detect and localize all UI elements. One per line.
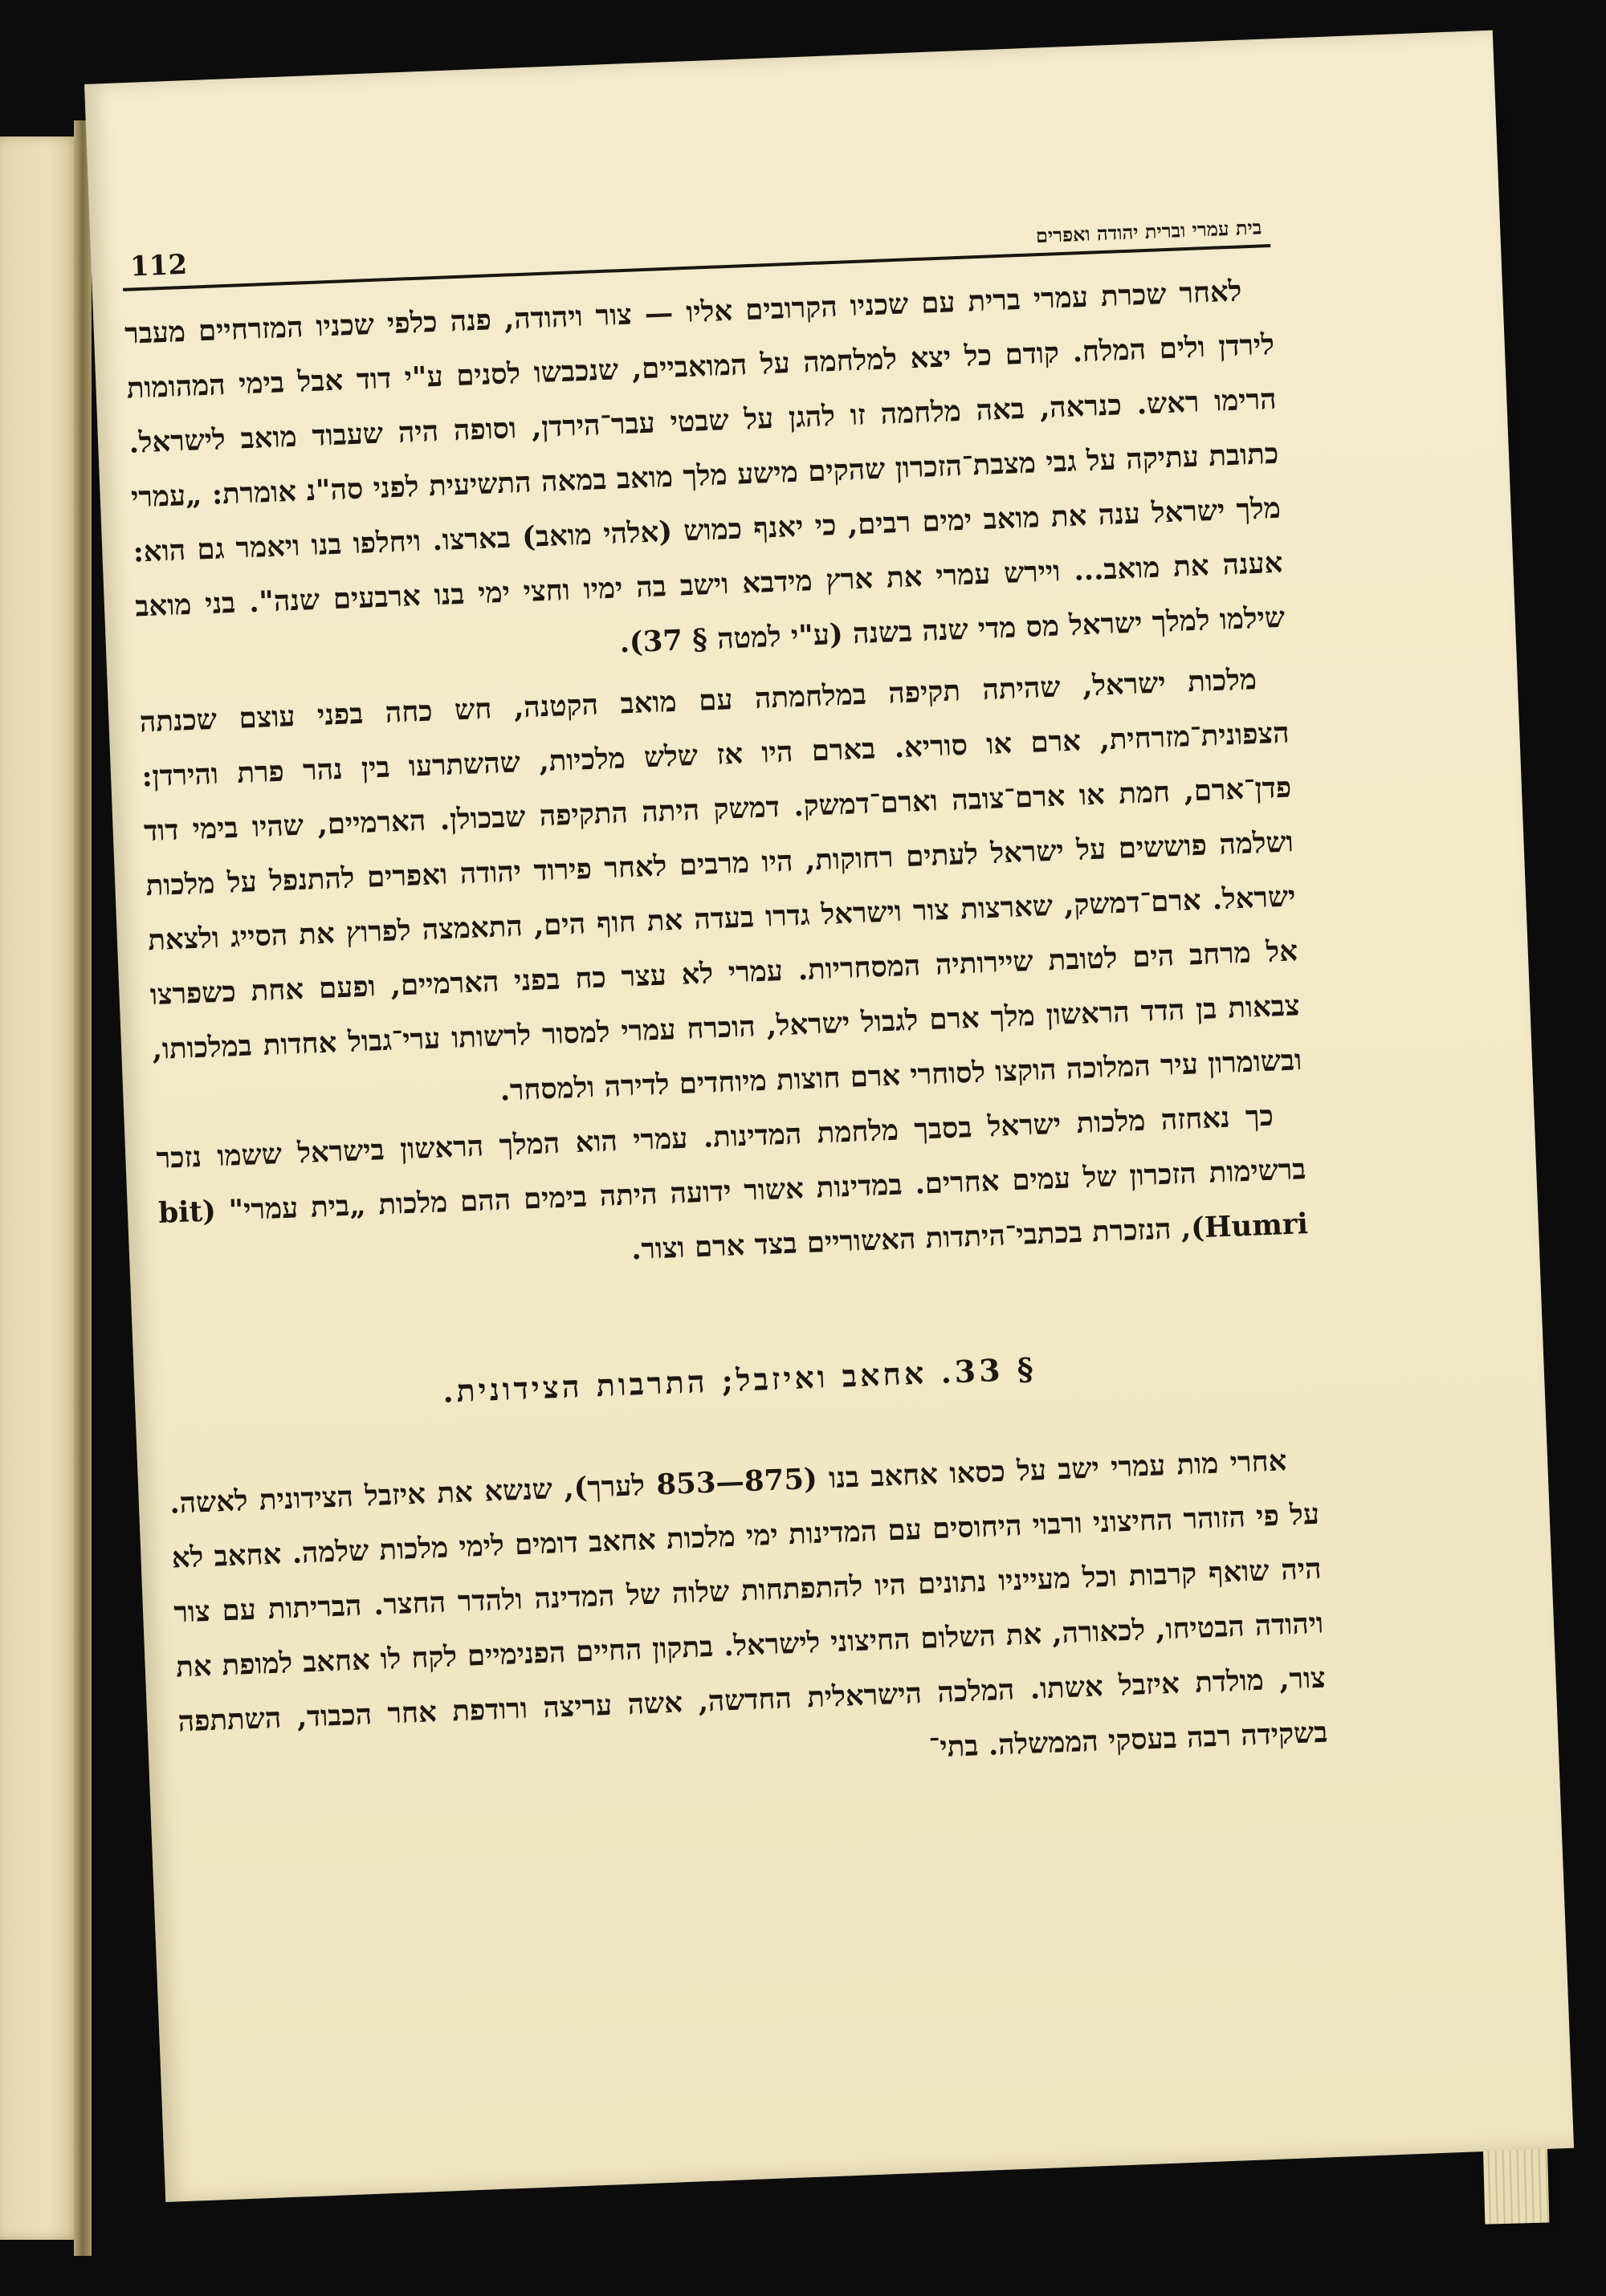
text-block (121, 201, 1329, 1804)
running-title: בית עמרי וברית יהודה ואפרים (1035, 215, 1262, 248)
section-heading: § 33. אחאב ואיזבל; התרבות הצידונית. (442, 1350, 1037, 1410)
left-facing-page (0, 136, 79, 2240)
paragraph: מלכות ישראל, שהיתה תקיפה במלחמתה עם מואב הקטנה, חש כחה בפני עוצם שכנתה הצפונית־מזרחית, ארם או סוריא. בארם היו אז שלש מלכיות, שהשתרעו בין נהר פרת והירדן: פדן־ארם, חמת או ארם־צובה וארם־דמשק. דמשק היתה התקיפה שבכולן. הארמיים, שהיו בימי דוד ושלמה פוששים על ישראל לעתים רחוקות, היו מרבים לאחר פירוד יהודה ואפרים להתנפל על מלכות ישראל. ארם־דמשק, שארצות צור וישראל גדרו בעדה את חוף הים, התאמצה לפרוץ את הסייג ולצאת אל מרחב הים לטובת שיירותיה המסחריות. עמרי לא עצר כח בפני הארמיים, ופעם אחת כשפרצו צבאות בן הדד הראשון מלך ארם לגבול ישראל, הוכרח עמרי למסור לרשותו ערי־גבול אחדות במלכותו, ובשומרון עיר המלוכה הוקצו לסוחרי ארם חוצות מיוחדים לדירה ולמסחר. (139, 663, 1302, 1108)
paragraph: אחרי מות עמרי ישב על כסאו אחאב בנו (875—853 לערך), שנשא את איזבל הצידונית לאשה. על פי הזוהר החיצוני ורבוי היחוסים עם המדינות ימי מלכות אחאב דומים לימי מלכות שלמה. אחאב לא היה שואף קרבות וכל מעייניו נתונים היו להתפתחות שלוה של המדינה ולהדר החצר. הבריתות עם צור ויהודה הבטיחו, לכאורה, את השלום החיצוני לישראל. בתקון החיים הפנימיים לקח לו אחאב למופת את צור, מולדת איזבל אשתו. המלכה הישראלית החדשה, אשה עריצה ורודפת אחר הכבוד, השתתפה בשקידה רבה בעסקי הממשלה. בתי־ (169, 1444, 1329, 1765)
page-number: 112 (129, 248, 188, 283)
paragraph: לאחר שכרת עמרי ברית עם שכניו הקרובים אליו — צור ויהודה, פנה כלפי שכניו המזרחיים מעבר לירדן ולים המלח. קודם כל יצא למלחמה על המואביים, שנכבשו לסנים ע"י דוד אבל בימי המהומות הרימו ראש. כנראה, באה מלחמה זו להגן על שבטי עבר־הירדן, וסופה היה שעבוד מואב לישראל. כתובת עתיקה על גבי מצבת־הזכרון שהקים מישע מלך מואב במאה התשיעית לפני סה"נ אומרת: „עמרי מלך ישראל ענה את מואב ימים רבים, כי יאנף כמוש (אלהי מואב) בארצו. ויחלפו בנו ויאמר גם הוא: אענה את מואב... ויירש עמרי את ארץ מידבא וישב בה ימיו וחצי ימי בנו ארבעים שנה". בני מואב שילמו למלך ישראל מס מדי שנה בשנה (ע"י למטה § 37). (124, 275, 1286, 660)
paragraph: כך נאחזה מלכות ישראל בסבך מלחמת המדינות. עמרי הוא המלך הראשון בישראל ששמו נזכר ברשימות הזכרון של עמים אחרים. במדינות אשור ידועה היתה בימים ההם מלכות „בית עמרי" (bit Humri), הנזכרת בכתבי־היתדות האשוריים בצד ארם וצור. (156, 1099, 1309, 1267)
book-gutter (74, 120, 92, 2256)
